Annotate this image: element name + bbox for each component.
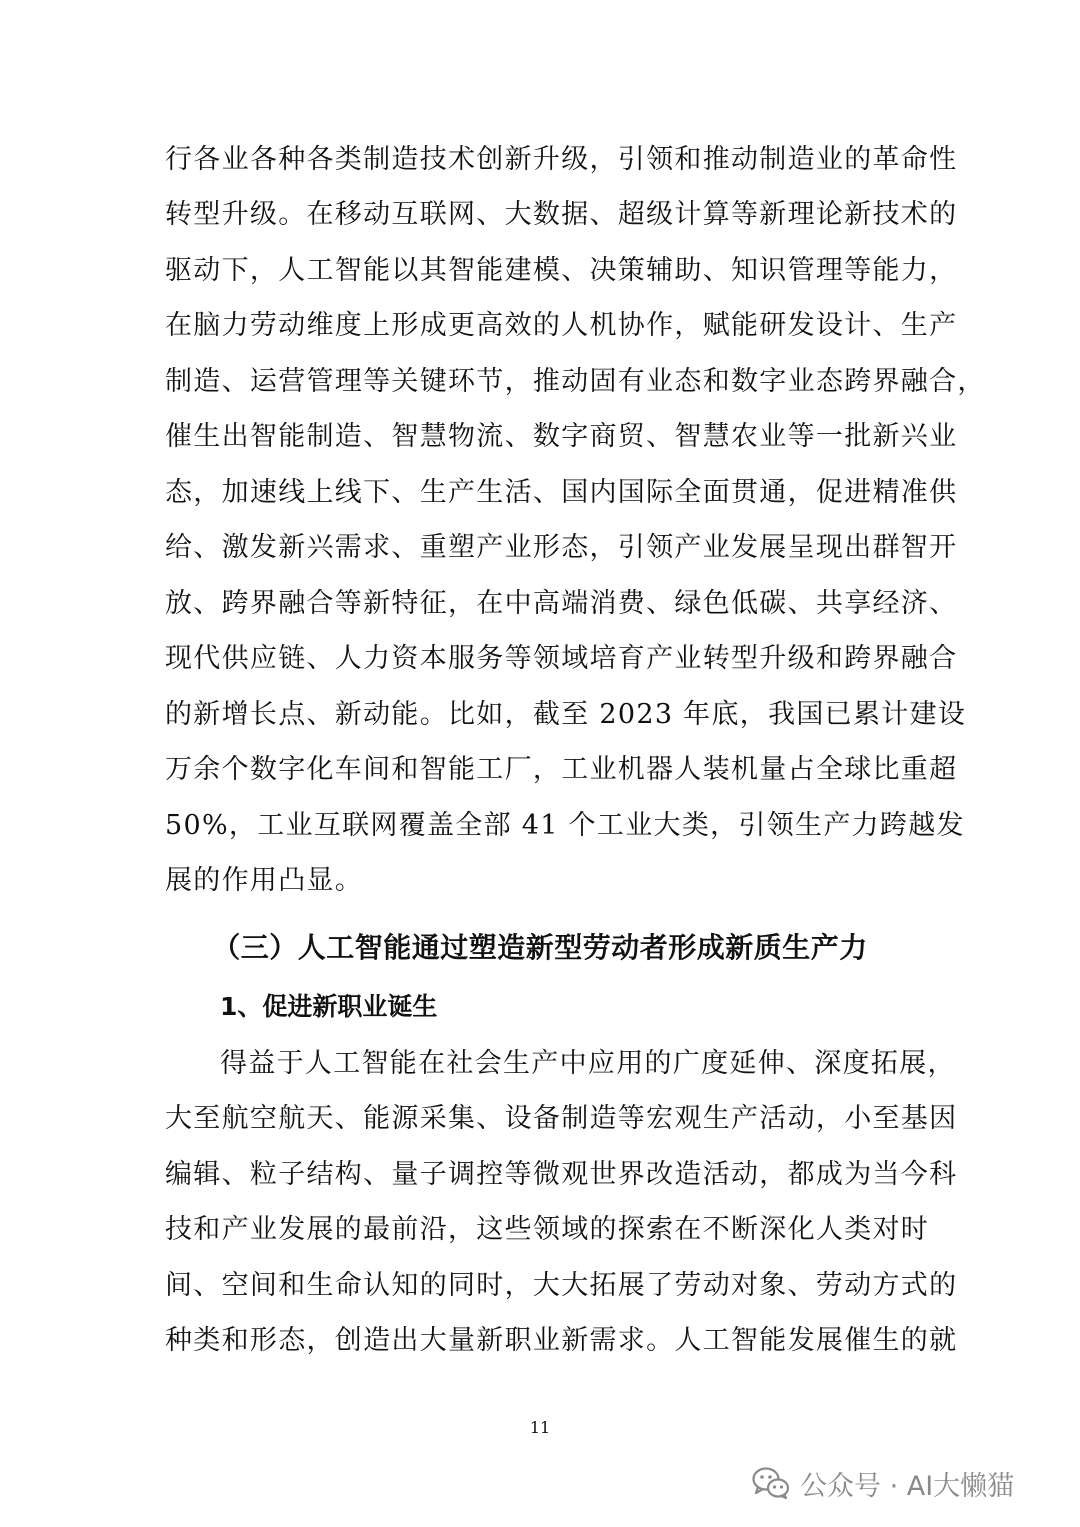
watermark-text: 公众号 · AI大懒猫	[800, 1470, 1015, 1502]
paragraph-line: 的新增长点、新动能。比如，截至 2023 年底，我国已累计建设	[165, 699, 967, 730]
paragraph-line: 驱动下，人工智能以其智能建模、决策辅助、知识管理等能力，	[165, 255, 958, 286]
paragraph-line: 现代供应链、人力资本服务等领域培育产业转型升级和跨界融合	[165, 643, 958, 674]
paragraph-line: 种类和形态，创造出大量新职业新需求。人工智能发展催生的就	[165, 1325, 958, 1356]
paragraph-line: 间、空间和生命认知的同时，大大拓展了劳动对象、劳动方式的	[165, 1270, 958, 1301]
paragraph-line: 行各业各种各类制造技术创新升级，引领和推动制造业的革命性	[165, 144, 958, 175]
paragraph-line: 催生出智能制造、智慧物流、数字商贸、智慧农业等一批新兴业	[165, 421, 958, 452]
paragraph-line: 转型升级。在移动互联网、大数据、超级计算等新理论新技术的	[165, 199, 958, 230]
paragraph-line: 放、跨界融合等新特征，在中高端消费、绿色低碳、共享经济、	[165, 588, 958, 619]
paragraph-line: 在脑力劳动维度上形成更高效的人机协作，赋能研发设计、生产	[165, 310, 958, 341]
page-number: 11	[529, 1418, 551, 1437]
watermark	[752, 1463, 1014, 1503]
paragraph-line: 得益于人工智能在社会生产中应用的广度延伸、深度拓展，	[220, 1048, 956, 1079]
paragraph-line: 50%，工业互联网覆盖全部 41 个工业大类，引领生产力跨越发	[165, 810, 965, 841]
paragraph-line: 展的作用凸显。	[165, 865, 364, 896]
paragraph-line: 制造、运营管理等关键环节，推动固有业态和数字业态跨界融合，	[165, 366, 986, 397]
paragraph-line: 大至航空航天、能源采集、设备制造等宏观生产活动，小至基因	[165, 1103, 958, 1134]
paragraph-line: 万余个数字化车间和智能工厂，工业机器人装机量占全球比重超	[165, 754, 958, 785]
subsection-heading: 1、促进新职业诞生	[220, 992, 438, 1021]
paragraph-line: 态，加速线上线下、生产生活、国内国际全面贯通，促进精准供	[165, 477, 958, 508]
paragraph-line: 编辑、粒子结构、量子调控等微观世界改造活动，都成为当今科	[165, 1159, 958, 1190]
section-heading: （三）人工智能通过塑造新型劳动者形成新质生产力	[212, 931, 868, 964]
paragraph-line: 技和产业发展的最前沿，这些领域的探索在不断深化人类对时	[165, 1214, 930, 1245]
paragraph-line: 给、激发新兴需求、重塑产业形态，引领产业发展呈现出群智开	[165, 532, 958, 563]
wechat-icon	[752, 1466, 790, 1500]
